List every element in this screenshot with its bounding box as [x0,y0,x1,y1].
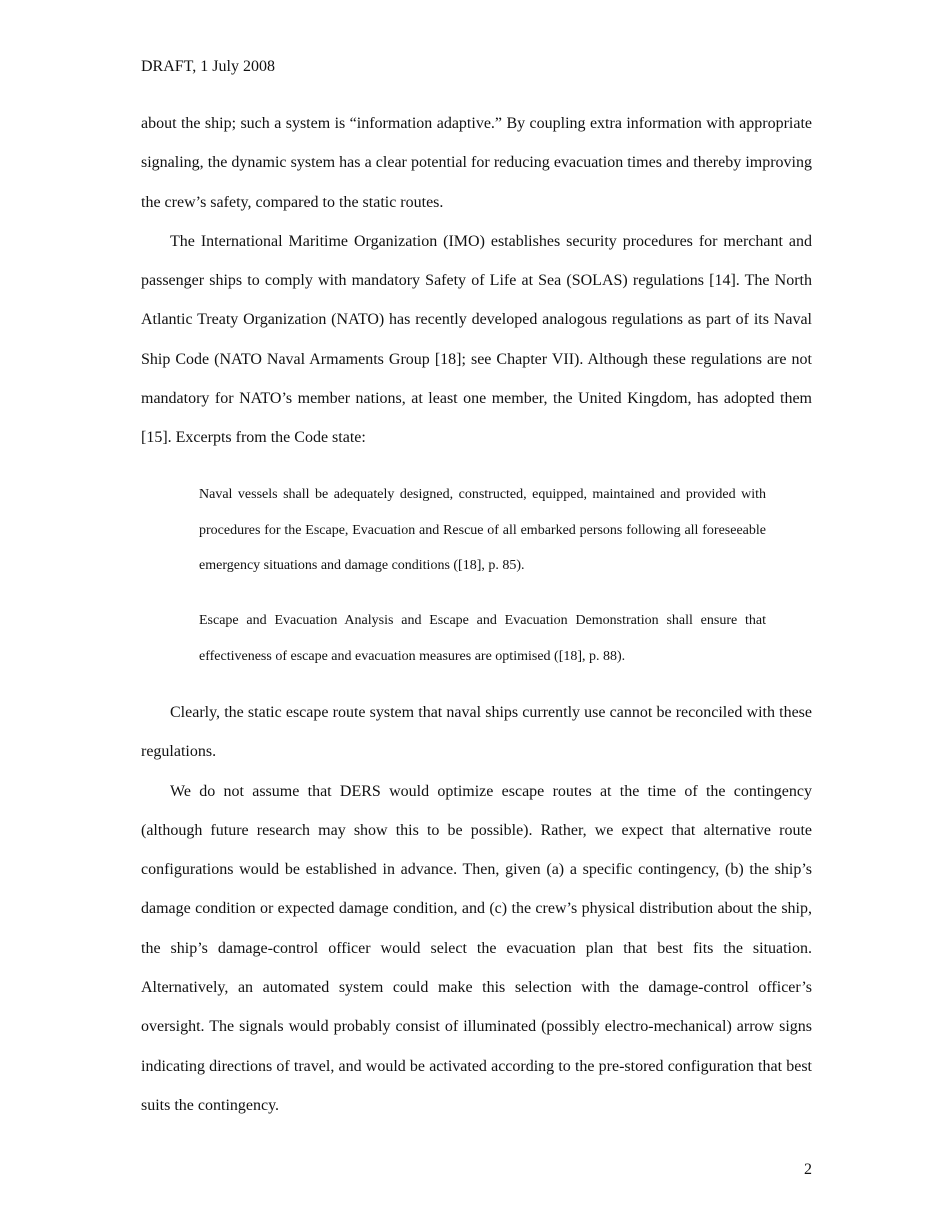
page-number: 2 [804,1161,812,1178]
block-quote-analysis-demonstration [199,603,766,674]
paragraph-ders-routes: We do not assume that DERS would optimize escape routes at the time of the contingency (although future research may show this to be possible). Rather, we expect that alternative route configurations would be established in advance. Then, given (a) a specific contingency, (b) the ship’s damage condition or expected damage condition, and (c) the crew’s physical distribution about the ship, the ship’s damage-control officer would select the evacuation plan that best fits the situation. Alternatively, an automated system could make this selection with the damage-control officer’s oversight. The signals would probably consist of illuminated (possibly electro-mechanical) arrow signs indicating directions of travel, and would be activated according to the pre-stored configuration that best suits the contingency. [141,782,812,1114]
paragraph-static-system: Clearly, the static escape route system that naval ships currently use cannot be reconciled with these regulations. [141,704,812,761]
paragraph-imo-regulations: The International Maritime Organization (IMO) establishes security procedures for merchant and passenger ships to comply with mandatory Safety of Life at Sea (SOLAS) regulations [14]. The North Atlantic Treaty Organization (NATO) has recently developed analogous regulations as part of its Naval Ship Code (NATO Naval Armaments Group [18]; see Chapter VII). Although these regulations are not mandatory for NATO’s member nations, at least one member, the United Kingdom, has adopted them [15]. Excerpts from the Code state: [141,232,812,447]
body-section-top [141,104,812,458]
paragraph-continued: about the ship; such a system is “information adaptive.” By coupling extra information with appropriate signaling, the dynamic system has a clear potential for reducing evacuation times and thereby improving the crew’s safety, compared to the static routes. [141,115,812,211]
quote-text: Escape and Evacuation Analysis and Escape and Evacuation Demonstration shall ensure that effectiveness of escape and evacuation measures are optimised ([18], p. 88). [199,613,766,664]
block-quote-escape-evacuation-rescue [199,477,766,584]
running-header: DRAFT, 1 July 2008 [141,58,275,75]
body-section-bottom [141,693,812,1125]
quote-text: Naval vessels shall be adequately designed, constructed, equipped, maintained and provided with procedures for the Escape, Evacuation and Rescue of all embarked persons following all foreseeable emergency situations and damage conditions ([18], p. 85). [199,487,766,574]
